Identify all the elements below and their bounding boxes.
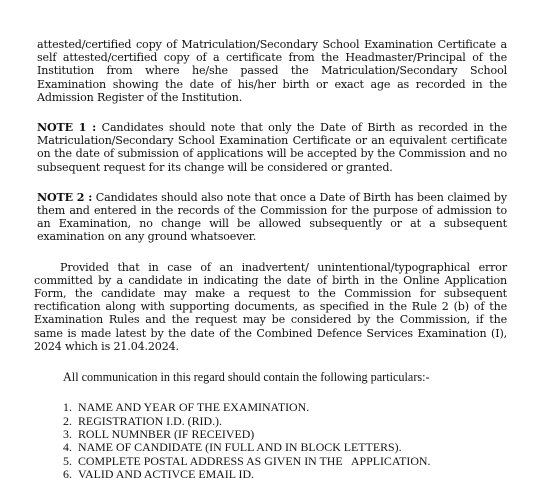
list-item-text: REGISTRATION I.D. (RID.).	[78, 413, 222, 428]
communication-intro: All communication in this regard should contain the following particulars:-	[63, 370, 430, 385]
list-item-text: NAME OF CANDIDATE (IN FULL AND IN BLOCK LETTERS).	[78, 440, 402, 455]
list-item-text: ROLL NUMNBER (IF RECEIVED)	[78, 427, 255, 442]
list-item-number: 6.	[63, 467, 72, 482]
date-of-birth-error-paragraph: Provided that in case of an inadvertent/ unintentional/typographical error committed by a candidate in indicating the date of birth in the Online Application Form, the candidate may make a request to the Commission for subsequent rectification along with supporting documents, as specified in the Rule 2 (b) of the Examination Rules and the request may be considered by the Commission, if the same is made latest by the date of the Combined Defence Services Examination (I), 2024 which is 21.04.2024.	[34, 260, 507, 353]
note-1	[37, 121, 507, 174]
note-2	[37, 191, 507, 244]
particulars-list	[37, 401, 507, 481]
list-item	[63, 441, 507, 454]
list-item-number: 5.	[63, 453, 72, 468]
document-page	[34, 38, 507, 482]
list-item-text: NAME AND YEAR OF THE EXAMINATION.	[78, 400, 310, 415]
list-item-number: 2.	[63, 413, 72, 428]
list-item	[63, 428, 507, 441]
list-item	[63, 455, 507, 468]
list-item-text: COMPLETE POSTAL ADDRESS AS GIVEN IN THE APPLICATION.	[78, 453, 431, 468]
note-1-text: Candidates should note that only the Date of Birth as recorded in the Matriculation/Secondary School Examination Certificate or an equivalent certificate on the date of submission of applications will be accepted by the Commission and no subsequent request for its change will be considered or granted.	[37, 121, 507, 174]
list-item	[63, 415, 507, 428]
note-2-label: NOTE 2 :	[37, 190, 93, 204]
list-item-number: 3.	[63, 427, 72, 442]
list-item	[63, 401, 507, 414]
list-item-number: 1.	[63, 400, 72, 415]
note-2-text: Candidates should also note that once a Date of Birth has been claimed by them and entered in the records of the Commission for the purpose of admission to an Examination, no change will be allowed subsequently or at a subsequent examination on any ground whatsoever.	[37, 190, 507, 244]
list-item-number: 4.	[63, 440, 72, 455]
certificate-paragraph: attested/certified copy of Matriculation/Secondary School Examination Certificate a self attested/certified copy of a certificate from the Headmaster/Principal of the Institution from where he/she passed the Matriculation/Secondary School Examination showing the date of his/her birth or exact age as recorded in the Admission Register of the Institution.	[37, 38, 507, 104]
note-1-label: NOTE 1 :	[37, 121, 97, 135]
list-item	[63, 468, 507, 481]
list-item-text: VALID AND ACTIVCE EMAIL ID.	[78, 467, 255, 482]
